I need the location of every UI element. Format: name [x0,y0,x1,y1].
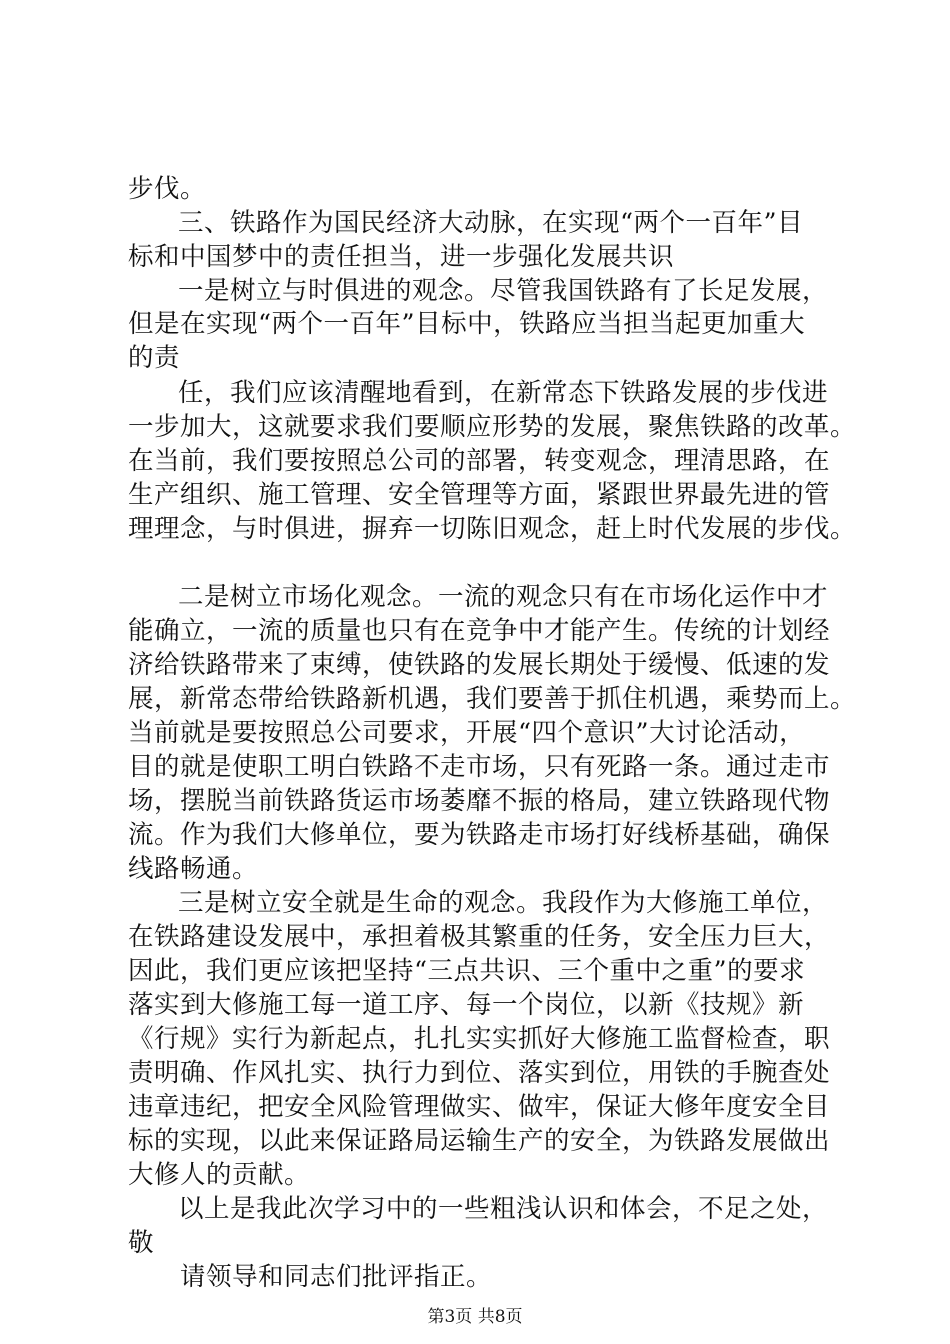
text-line: 一是树立与时俱进的观念。尽管我国铁路有了长足发展， [178,276,829,306]
text-line: 步伐。 [128,174,207,204]
text-line: 责明确、作风扎实、执行力到位、落实到位，用铁的手腕查处 [128,1058,831,1088]
text-line: 目的就是使职工明白铁路不走市场，只有死路一条。通过走市 [128,752,831,782]
text-line: 二是树立市场化观念。一流的观念只有在市场化运作中才 [178,582,829,612]
text-line: 展，新常态带给铁路新机遇，我们要善于抓住机遇，乘势而上。 [128,684,857,714]
text-line: 在当前，我们要按照总公司的部署，转变观念，理清思路，在 [128,446,831,476]
text-line: 的责 [128,343,181,373]
text-line: 大修人的贡献。 [128,1160,311,1190]
text-line: 任，我们应该清醒地看到，在新常态下铁路发展的步伐进 [178,378,829,408]
text-line: 当前就是要按照总公司要求，开展“四个意识”大讨论活动， [128,718,806,748]
text-line: 以上是我此次学习中的一些粗浅认识和体会，不足之处， [178,1194,829,1224]
text-line: 但是在实现“两个一百年”目标中，铁路应当担当起更加重大 [128,309,806,339]
text-line: 流。作为我们大修单位，要为铁路走市场打好线桥基础，确保 [128,820,831,850]
text-line: 三是树立安全就是生命的观念。我段作为大修施工单位， [178,888,829,918]
text-line: 一步加大，这就要求我们要顺应形势的发展，聚焦铁路的改革。 [128,412,857,442]
text-line: 标的实现，以此来保证路局运输生产的安全，为铁路发展做出 [128,1126,831,1156]
text-line: 济给铁路带来了束缚，使铁路的发展长期处于缓慢、低速的发 [128,650,831,680]
text-line: 敬 [128,1228,155,1258]
section-heading-line: 标和中国梦中的责任担当，进一步强化发展共识 [128,242,675,272]
section-heading-line: 三、铁路作为国民经济大动脉，在实现“两个一百年”目 [178,208,804,238]
page-number-footer: 第3页 共8页 [427,1307,523,1327]
text-line: 请领导和同志们批评指正。 [180,1262,493,1292]
text-line: 违章违纪，把安全风险管理做实、做牢，保证大修年度安全目 [128,1092,831,1122]
text-line: 落实到大修施工每一道工序、每一个岗位，以新《技规》新 [128,990,805,1020]
text-line: 《行规》实行为新起点，扎扎实实抓好大修施工监督检查，职 [128,1024,831,1054]
text-line: 线路畅通。 [128,854,259,884]
text-line: 能确立，一流的质量也只有在竞争中才能产生。传统的计划经 [128,616,831,646]
text-line: 生产组织、施工管理、安全管理等方面，紧跟世界最先进的管 [128,480,831,510]
text-line: 场，摆脱当前铁路货运市场萎靡不振的格局，建立铁路现代物 [128,786,831,816]
text-line: 因此，我们更应该把坚持“三点共识、三个重中之重”的要求 [128,956,806,986]
text-line: 理理念，与时俱进，摒弃一切陈旧观念，赶上时代发展的步伐。 [128,514,857,544]
text-line: 在铁路建设发展中，承担着极其繁重的任务，安全压力巨大， [128,922,831,952]
